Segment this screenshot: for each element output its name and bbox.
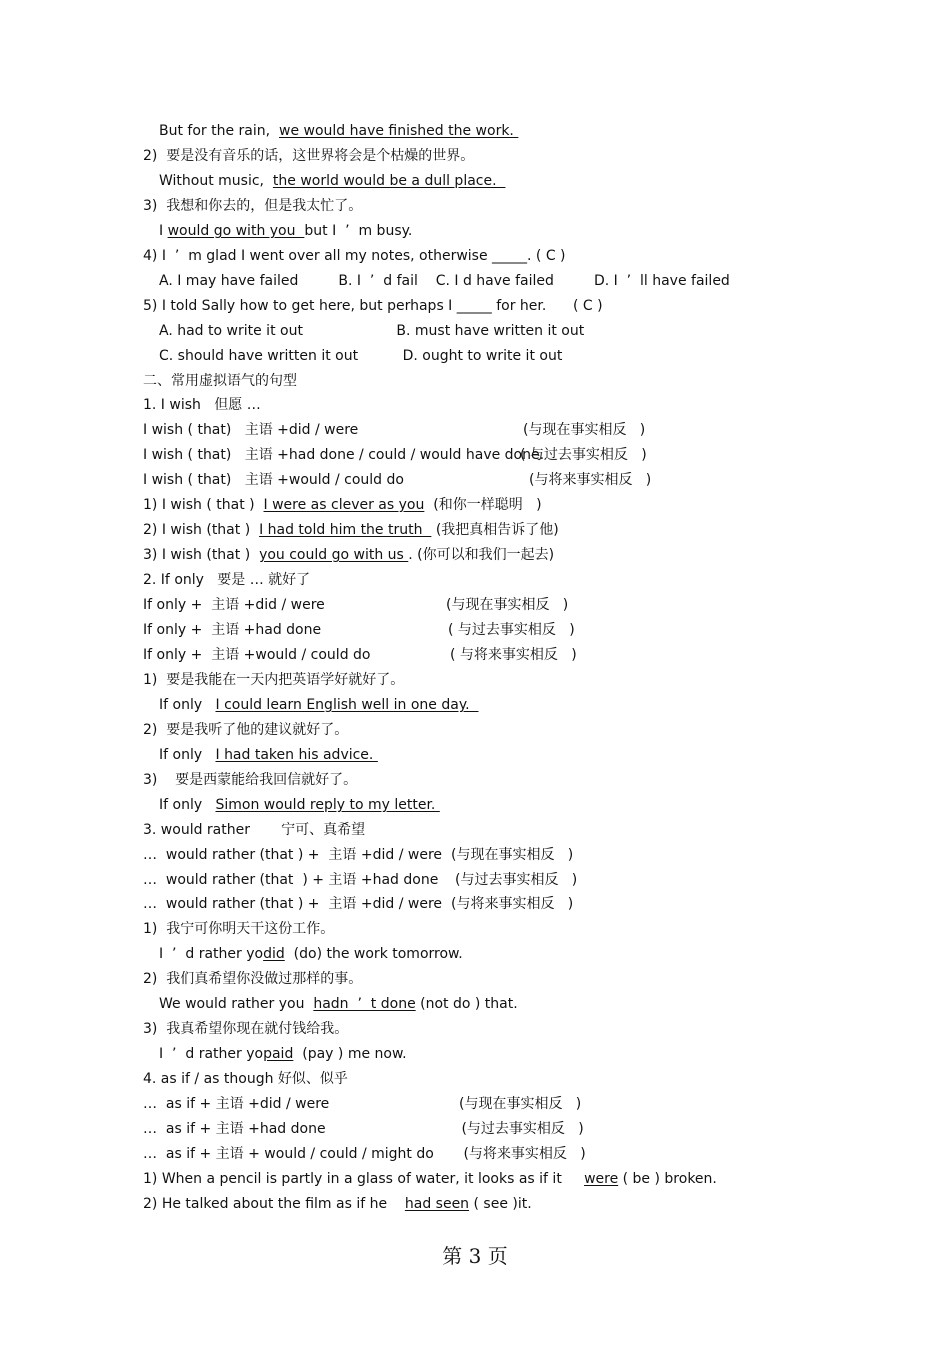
line-text: We would rather you	[159, 996, 314, 1012]
line-text-after: . (你可以和我们一起去)	[408, 547, 555, 563]
line-text: If only + 主语 +had done	[143, 622, 322, 638]
line-text-after: ( be ) broken.	[618, 1171, 717, 1187]
text-line	[143, 521, 559, 539]
page-number: 第 3 页	[442, 1244, 508, 1268]
line-text: A. I may have failed B. I ’ d fail C. I d have failed D. I ’ ll have failed	[159, 273, 730, 289]
text-line	[143, 297, 603, 315]
fact-note: (与将来事实相反 )	[529, 472, 652, 488]
text-line	[159, 172, 505, 190]
line-text: … would rather (that ) + 主语 +did / were	[143, 896, 443, 912]
text-line	[143, 197, 362, 215]
line-text-after: (not do ) that.	[415, 996, 518, 1012]
text-line	[143, 247, 566, 265]
text-line	[143, 396, 261, 414]
line-text-after: (和你一样聪明 )	[424, 497, 542, 513]
fact-note: ( 与将来事实相反 )	[450, 647, 577, 663]
text-line	[143, 1170, 717, 1188]
text-line	[143, 1020, 348, 1038]
text-line	[143, 421, 358, 439]
text-line	[159, 696, 478, 714]
fact-note: (与现在事实相反 )	[459, 1096, 582, 1112]
line-text: If only	[159, 747, 216, 763]
answer-underlined: had seen	[404, 1196, 470, 1212]
line-text-after: but I ’ m busy.	[304, 223, 413, 239]
text-line	[159, 347, 562, 365]
line-text: 2) 要是没有音乐的话，这世界将会是个枯燥的世界。	[143, 148, 475, 164]
line-text: 3. would rather 宁可、真希望	[143, 822, 366, 838]
text-line	[143, 446, 544, 464]
line-text: 3) I wish (that )	[143, 547, 260, 563]
line-text: 3) 我想和你去的，但是我太忙了。	[143, 198, 363, 214]
line-text: Without music,	[159, 173, 273, 189]
text-line	[143, 846, 442, 864]
line-text: 2) 我们真希望你没做过那样的事。	[143, 971, 363, 987]
answer-underlined: paid	[263, 1046, 294, 1062]
fact-note: (与将来事实相反 )	[451, 896, 574, 912]
line-text: … as if + 主语 + would / could / might do	[143, 1146, 434, 1162]
text-line	[143, 471, 404, 489]
answer-underlined: I had told him the truth	[259, 522, 432, 538]
line-text-after: ( see )it.	[469, 1196, 532, 1212]
line-text: I wish ( that) 主语 +had done / could / would have done.	[143, 447, 545, 463]
text-line	[143, 1145, 434, 1163]
fact-note: (与过去事实相反 )	[455, 872, 578, 888]
answer-underlined: hadn ’ t done	[313, 996, 416, 1012]
line-text: … would rather (that ) + 主语 +had done	[143, 872, 439, 888]
line-text: I	[159, 223, 168, 239]
text-line	[143, 721, 348, 739]
text-line	[159, 796, 440, 814]
fact-note: (与将来事实相反 )	[459, 1146, 586, 1162]
fact-note: (与现在事实相反 )	[451, 847, 574, 863]
text-line	[143, 920, 334, 938]
line-text-after: (do) the work tomorrow.	[284, 946, 463, 962]
answer-underlined: the world would be a dull place.	[272, 173, 506, 189]
text-line	[143, 771, 357, 789]
line-text: C. should have written it out D. ought to write it out	[159, 348, 563, 364]
text-line	[143, 671, 404, 689]
text-line	[143, 571, 310, 589]
text-line	[159, 272, 730, 290]
text-line	[143, 621, 321, 639]
line-text-after: (我把真相告诉了他)	[431, 522, 559, 538]
line-text-after: (pay ) me now.	[293, 1046, 407, 1062]
line-text: … as if + 主语 +did / were	[143, 1096, 330, 1112]
line-text: 1. I wish 但愿 …	[143, 397, 261, 413]
line-text: I ’ d rather yo	[159, 946, 264, 962]
text-line	[159, 122, 518, 140]
text-line	[159, 1045, 407, 1063]
answer-underlined: Simon would reply to my letter.	[215, 797, 440, 813]
line-text: 4) I ’ m glad I went over all my notes, otherwise _____. ( C )	[143, 248, 566, 264]
line-text: A. had to write it out B. must have written it out	[159, 323, 585, 339]
fact-note: (与过去事实相反 )	[457, 1121, 584, 1137]
text-line	[143, 372, 297, 390]
text-line	[143, 1120, 326, 1138]
text-line	[159, 746, 378, 764]
line-text: … would rather (that ) + 主语 +did / were	[143, 847, 443, 863]
text-line	[143, 496, 542, 514]
answer-underlined: you could go with us	[259, 547, 409, 563]
fact-note: ( 与过去事实相反 )	[448, 622, 575, 638]
text-line	[143, 970, 362, 988]
line-text: 5) I told Sally how to get here, but perhaps I _____ for her. ( C )	[143, 298, 603, 314]
line-text: 3) 我真希望你现在就付钱给我。	[143, 1021, 349, 1037]
line-text: I wish ( that) 主语 +would / could do	[143, 472, 404, 488]
line-text: 1) When a pencil is partly in a glass of water, it looks as if it	[143, 1171, 585, 1187]
text-line	[143, 546, 554, 564]
answer-underlined: I could learn English well in one day.	[215, 697, 479, 713]
text-line	[159, 222, 412, 240]
line-text: 3) 要是西蒙能给我回信就好了。	[143, 772, 358, 788]
text-line	[143, 821, 365, 839]
answer-underlined: were	[584, 1171, 619, 1187]
text-line	[143, 871, 438, 889]
line-text: 1) 要是我能在一天内把英语学好就好了。	[143, 672, 405, 688]
line-text: But for the rain,	[159, 123, 279, 139]
line-text: If only + 主语 +would / could do	[143, 647, 371, 663]
answer-underlined: did	[263, 946, 285, 962]
line-text: 2) I wish (that )	[143, 522, 260, 538]
answer-underlined: would go with you	[167, 223, 305, 239]
text-line	[143, 895, 442, 913]
text-line	[143, 1070, 348, 1088]
line-text: If only + 主语 +did / were	[143, 597, 325, 613]
answer-underlined: we would have finished the work.	[279, 123, 519, 139]
line-text: 二、常用虚拟语气的句型	[143, 373, 297, 389]
line-text: 4. as if / as though 好似、似乎	[143, 1071, 348, 1087]
line-text: 2) 要是我听了他的建议就好了。	[143, 722, 349, 738]
fact-note: ( 与过去事实相反 )	[520, 447, 647, 463]
text-line	[159, 322, 584, 340]
text-line	[143, 596, 325, 614]
text-line	[159, 995, 518, 1013]
text-line	[143, 1195, 532, 1213]
line-text: 2. If only 要是 … 就好了	[143, 572, 311, 588]
fact-note: (与现在事实相反 )	[523, 422, 646, 438]
text-line	[143, 147, 474, 165]
text-line	[159, 945, 463, 963]
line-text: If only	[159, 797, 216, 813]
answer-underlined: I had taken his advice.	[215, 747, 378, 763]
line-text: 1) 我宁可你明天干这份工作。	[143, 921, 335, 937]
line-text: … as if + 主语 +had done	[143, 1121, 326, 1137]
line-text: 1) I wish ( that )	[143, 497, 264, 513]
line-text: I ’ d rather yo	[159, 1046, 264, 1062]
line-text: 2) He talked about the film as if he	[143, 1196, 405, 1212]
text-line	[143, 646, 370, 664]
text-line	[143, 1095, 329, 1113]
fact-note: (与现在事实相反 )	[446, 597, 569, 613]
answer-underlined: I were as clever as you	[263, 497, 425, 513]
line-text: If only	[159, 697, 216, 713]
line-text: I wish ( that) 主语 +did / were	[143, 422, 359, 438]
